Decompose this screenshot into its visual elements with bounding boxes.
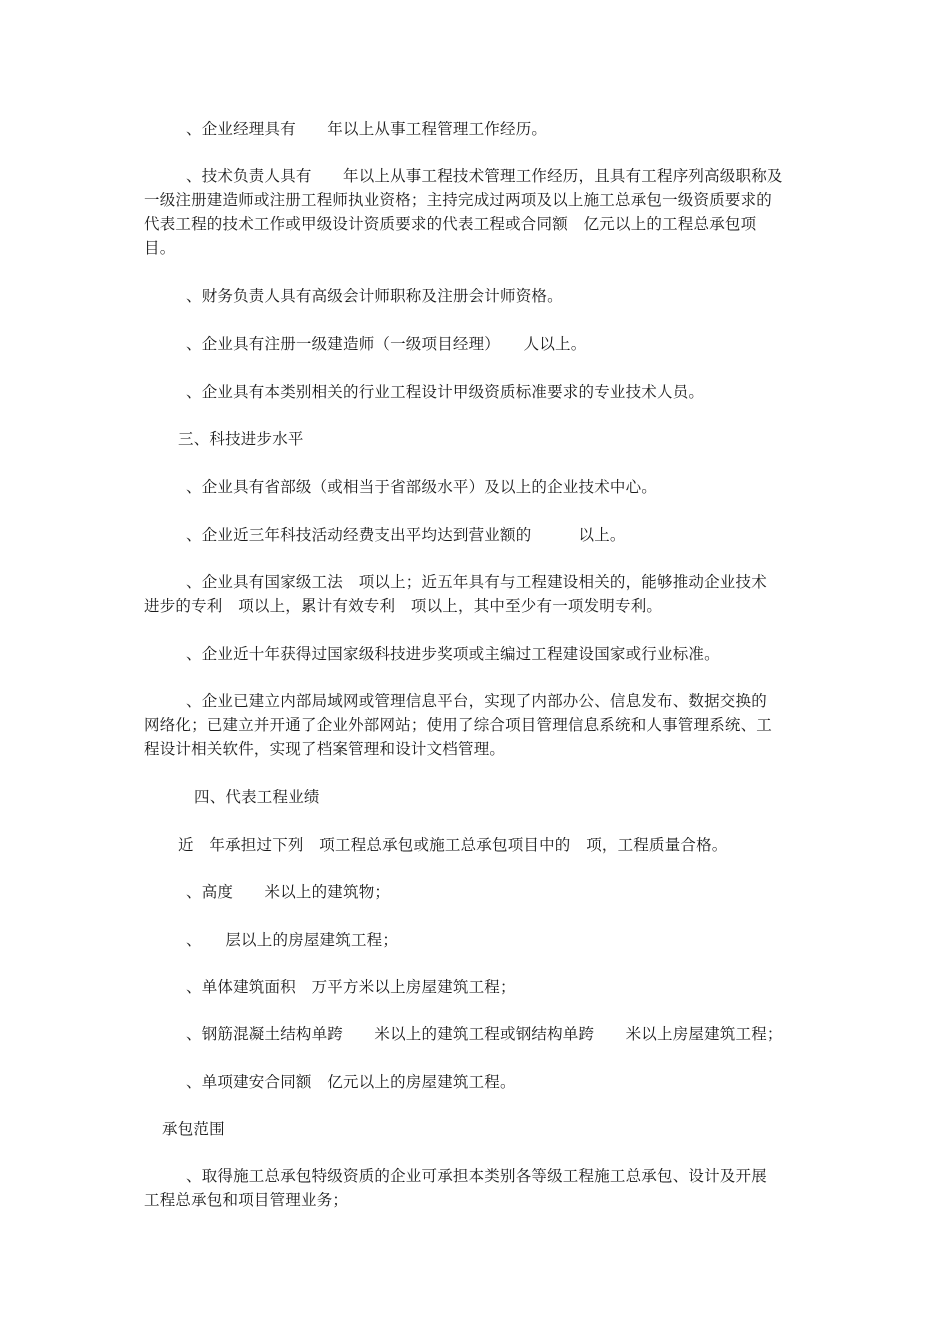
paragraph-line: 、技术负责人具有 年以上从事工程技术管理工作经历，且具有工程序列高级职称及 xyxy=(186,167,783,185)
paragraph-line: 近 年承担过下列 项工程总承包或施工总承包项目中的 项，工程质量合格。 xyxy=(178,836,728,854)
paragraph-line: 、钢筋混凝土结构单跨 米以上的建筑工程或钢结构单跨 米以上房屋建筑工程； xyxy=(186,1025,783,1043)
paragraph-line: 、企业具有省部级（或相当于省部级水平）及以上的企业技术中心。 xyxy=(186,478,658,496)
paragraph-line: 、财务负责人具有高级会计师职称及注册会计师资格。 xyxy=(186,287,563,305)
paragraph-line: 、企业近三年科技活动经费支出平均达到营业额的 以上。 xyxy=(186,526,626,544)
section-heading: 四、代表工程业绩 xyxy=(194,788,320,806)
paragraph-line: 网络化；已建立并开通了企业外部网站；使用了综合项目管理信息系统和人事管理系统、工 xyxy=(144,716,773,734)
paragraph-line: 、企业近十年获得过国家级科技进步奖项或主编过工程建设国家或行业标准。 xyxy=(186,645,720,663)
paragraph-line: 一级注册建造师或注册工程师执业资格；主持完成过两项及以上施工总承包一级资质要求的 xyxy=(144,191,773,209)
paragraph-line: 、企业具有本类别相关的行业工程设计甲级资质标准要求的专业技术人员。 xyxy=(186,383,705,401)
paragraph-line: 、企业具有注册一级建造师（一级项目经理） 人以上。 xyxy=(186,335,587,353)
paragraph-line: 、 层以上的房屋建筑工程； xyxy=(186,931,399,949)
paragraph-line: 、企业经理具有 年以上从事工程管理工作经历。 xyxy=(186,120,548,138)
paragraph-line: 、企业已建立内部局域网或管理信息平台，实现了内部办公、信息发布、数据交换的 xyxy=(186,692,767,710)
paragraph-line: 进步的专利 项以上，累计有效专利 项以上，其中至少有一项发明专利。 xyxy=(144,597,663,615)
paragraph-line: 目。 xyxy=(144,239,176,257)
paragraph-line: 程设计相关软件，实现了档案管理和设计文档管理。 xyxy=(144,740,506,758)
paragraph-line: 工程总承包和项目管理业务； xyxy=(144,1191,349,1209)
section-heading: 承包范围 xyxy=(162,1120,225,1138)
paragraph-line: 、取得施工总承包特级资质的企业可承担本类别各等级工程施工总承包、设计及开展 xyxy=(186,1167,767,1185)
paragraph-line: 、高度 米以上的建筑物； xyxy=(186,883,391,901)
paragraph-line: 、企业具有国家级工法 项以上；近五年具有与工程建设相关的，能够推动企业技术 xyxy=(186,573,767,591)
paragraph-line: 代表工程的技术工作或甲级设计资质要求的代表工程或合同额 亿元以上的工程总承包项 xyxy=(144,215,757,233)
section-heading: 三、科技进步水平 xyxy=(178,430,304,448)
paragraph-line: 、单体建筑面积 万平方米以上房屋建筑工程； xyxy=(186,978,516,996)
paragraph-line: 、单项建安合同额 亿元以上的房屋建筑工程。 xyxy=(186,1073,516,1091)
